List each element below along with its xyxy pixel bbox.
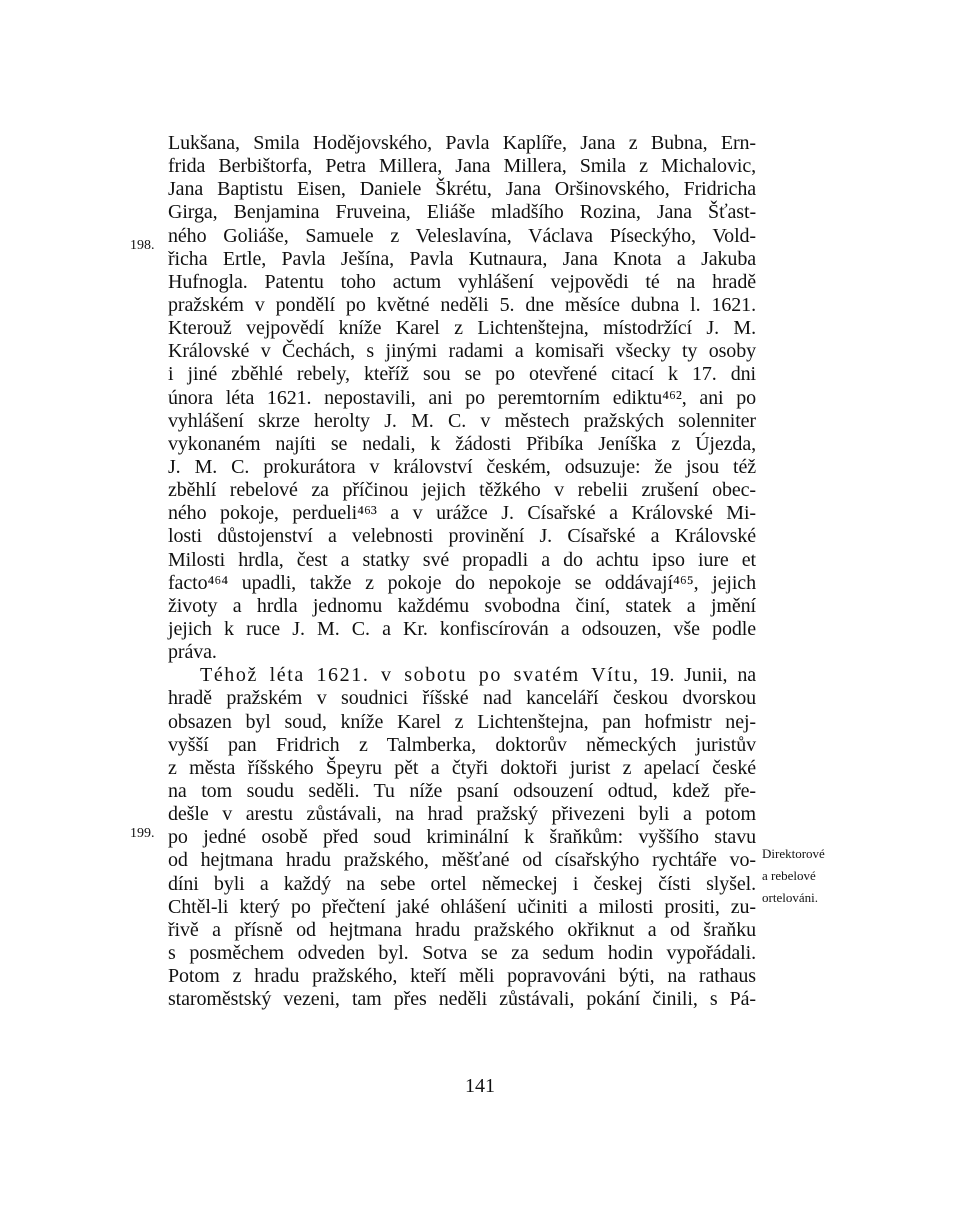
text-line: hradě pražském v soudnici říšské nad kanceláří českou dvorskou <box>168 687 756 710</box>
text-line: losti důstojenství a velebnosti provinění J. Císařské a Královské <box>168 525 756 548</box>
paragraph-opening-line <box>168 664 756 687</box>
text-line: vykonaném najíti se nedali, k žádosti Přibíka Jeníška z Újezda, <box>168 432 756 455</box>
text-line: staroměstský vezeni, tam přes neděli zůstávali, pokání činili, s Pá- <box>168 988 756 1011</box>
text-line: Lukšana, Smila Hodějovského, Pavla Kaplíře, Jana z Bubna, Ern- <box>168 132 756 154</box>
text-line: po jedné osobě před soud kriminální k šraňkům: vyššího stavu <box>168 826 756 849</box>
text-line: od hejtmana hradu pražského, měšťané od císařskýho rychtáře vo- <box>168 849 756 872</box>
text-line: ného pokoje, perdueli⁴⁶³ a v urážce J. Císařské a Královské Mi- <box>168 502 756 525</box>
text-line: vyšší pan Fridrich z Talmberka, doktorův německých juristův <box>168 733 756 756</box>
text-line: práva. <box>168 641 217 664</box>
text-line: Kterouž vejpovědí kníže Karel z Lichtenštejna, místodržící J. M. <box>168 317 756 340</box>
text-line: díni byli a každý na sebe ortel německej i českej čísti slyšel. <box>168 872 756 895</box>
text-line: Girga, Benjamina Fruveina, Eliáše mladšího Rozina, Jana Šťast- <box>168 201 756 224</box>
text-line: pražském v pondělí po květné neděli 5. dne měsíce dubna l. 1621. <box>168 293 756 316</box>
text-line: jejich k ruce J. M. C. a Kr. konfiscírován a odsouzen, vše podle <box>168 617 756 640</box>
margin-note-line: a rebelové <box>762 868 816 883</box>
text-line: životy a hrdla jednomu každému svobodna činí, statek a jmění <box>168 594 756 617</box>
text-line: frida Berbištorfa, Petra Millera, Jana Millera, Smila z Michalovic, <box>168 155 756 178</box>
text-line: obsazen byl soud, kníže Karel z Lichtenštejna, pan hofmistr nej- <box>168 710 756 733</box>
text-line: řivě a přísně od hejtmana hradu pražského okřiknut a od šraňku <box>168 918 756 941</box>
text-line: Chtěl-li který po přečtení jaké ohlášení učiniti a milosti prositi, zu- <box>168 895 756 918</box>
text-line: na tom soudu seděli. Tu níže psaní odsouzení odtud, kdež pře- <box>168 779 756 802</box>
text-line: dešle v arestu zůstávali, na hrad pražský přivezeni byli a potom <box>168 803 756 826</box>
text-line: facto⁴⁶⁴ upadli, takže z pokoje do nepokoje se oddávají⁴⁶⁵, jejich <box>168 571 756 594</box>
text-line: Hufnogla. Patentu toho actum vyhlášení vejpovědi té na hradě <box>168 270 756 293</box>
text-line: vyhlášení skrze herolty J. M. C. v městech pražských solenniter <box>168 409 756 432</box>
line-number-198: 198. <box>130 238 155 253</box>
line-number-199: 199. <box>130 826 155 841</box>
text-line: zběhlí rebelové za příčinou jejich těžkého v rebelii zrušení obec- <box>168 479 756 502</box>
margin-note <box>762 843 852 909</box>
text-line: Potom z hradu pražského, kteří měli popravováni býti, na rathaus <box>168 965 756 988</box>
text-line: řicha Ertle, Pavla Ješína, Pavla Kutnaura, Jana Knota a Jakuba <box>168 247 756 270</box>
main-text <box>168 132 756 1011</box>
text-line: ného Goliáše, Samuele z Veleslavína, Václava Píseckýho, Vold- <box>168 224 756 247</box>
margin-note-line: ortelováni. <box>762 890 818 905</box>
text-line: Milosti hrdla, čest a statky své propadli a do achtu ipso iure et <box>168 548 756 571</box>
text-line: února léta 1621. nepostavili, ani po peremtorním ediktu⁴⁶², ani po <box>168 386 756 409</box>
spaced-heading-text: Téhož léta 1621. v sobotu po svatém Vítu, <box>200 664 640 687</box>
text-line: z města říšského Špeyru pět a čtyři doktoři jurist z apelací české <box>168 756 756 779</box>
text-line: i jiné zběhlé rebely, kteříž sou se po otevřené citací k 17. dni <box>168 363 756 386</box>
page-number: 141 <box>465 1075 495 1097</box>
opening-line-rest: 19. Junii, na <box>639 664 756 687</box>
text-line: Jana Baptistu Eisen, Daniele Škrétu, Jana Oršinovského, Fridricha <box>168 178 756 201</box>
margin-note-line: Direktorové <box>762 846 825 861</box>
text-line: s posměchem odveden byl. Sotva se za sedum hodin vypořádali. <box>168 941 756 964</box>
text-line: J. M. C. prokurátora v království českém, odsuzuje: že jsou též <box>168 455 756 478</box>
text-line: Královské v Čechách, s jinými radami a komisaři všecky ty osoby <box>168 340 756 363</box>
